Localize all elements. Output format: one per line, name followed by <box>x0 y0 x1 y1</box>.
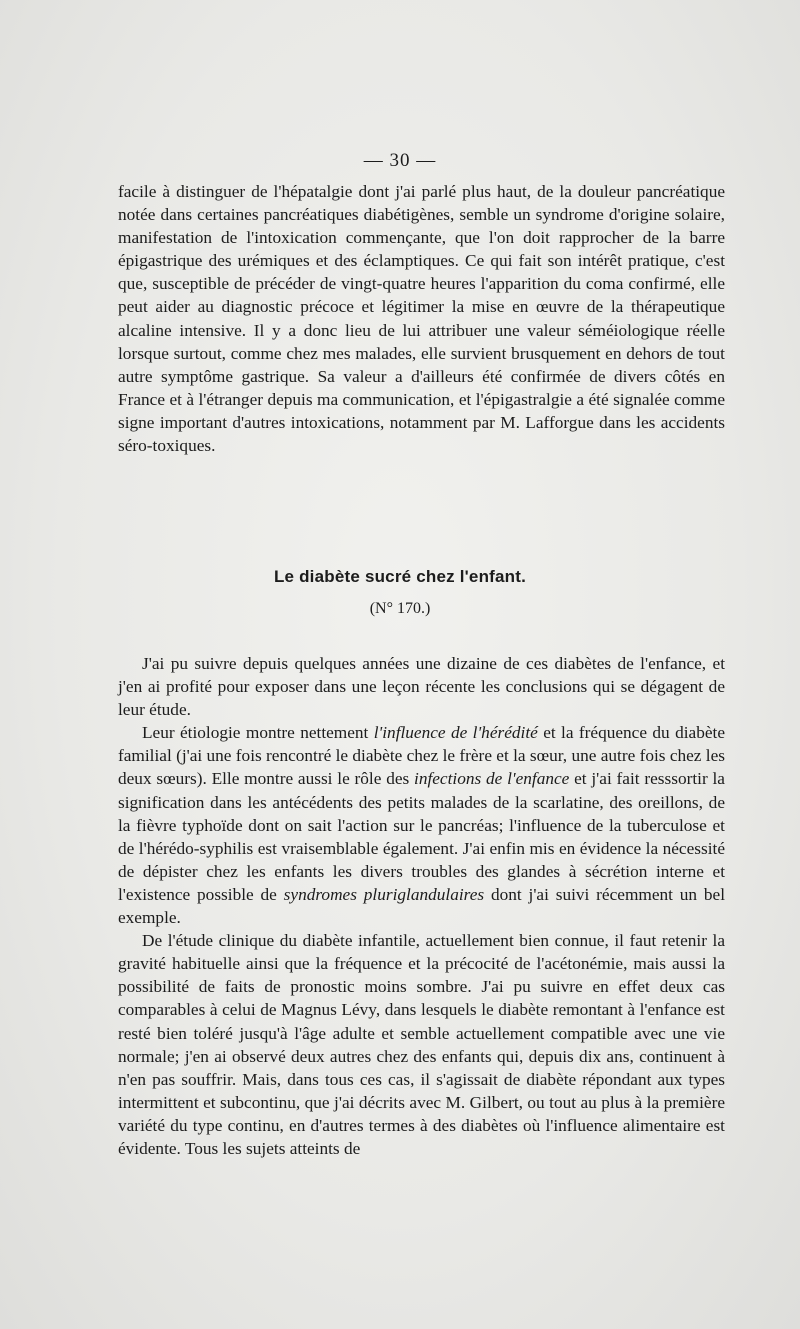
continued-paragraph: facile à distinguer de l'hépatalgie dont j'ai parlé plus haut, de la douleur pancréatique notée dans certaines pancréatiques diabétigènes, semble un syndrome d'origine solaire, manifestation de l'intoxication commençante, que l'on doit rapprocher de la barre épigastrique des urémiques et des éclamptiques. Ce qui fait son intérêt pratique, c'est que, susceptible de précéder de vingt-quatre heures l'apparition du coma confirmé, elle peut aider au diagnostic précoce et légitimer la mise en œuvre de la thérapeutique alcaline intensive. Il y a donc lieu de lui attribuer une valeur séméiologique réelle lorsque surtout, comme chez mes malades, elle survient brusquement en dehors de tout autre symptôme gastrique. Sa valeur a d'ailleurs été confirmée de divers côtés en France et à l'étranger depuis ma communication, et l'épigastralgie a été signalée comme signe important d'autres intoxications, notamment par M. Lafforgue dans les accidents séro-toxiques. <box>118 182 725 456</box>
section-heading: Le diabète sucré chez l'enfant. <box>273 567 527 586</box>
paragraph-2-text-2: et la fréquence du diabète familial (j'ai une fois rencontré le diabète chez le frère et la sœur, une autre fois chez les deux sœurs). Elle montre aussi le rôle des <box>118 723 725 789</box>
paragraph-2-text-1: Leur étiologie montre nettement <box>142 723 374 743</box>
paragraph-3: De l'étude clinique du diabète infantile, actuellement bien connue, il faut retenir la gravité habituelle ainsi que la fréquence et la précocité de l'acétonémie, mais aussi la possibilité de faits de pronostic moins sombre. J'ai pu suivre en effet deux cas comparables à celui de Magnus Lévy, dans lesquels le diabète remontant à l'enfance est resté bien toléré jusqu'à l'âge adulte et semble actuellement compatible avec une vie normale; j'en ai observé deux autres chez des enfants qui, depuis dix ans, continuent à n'en pas souffrir. Mais, dans tous ces cas, il s'agissait de diabète répondant aux types intermittent et subcontinu, que j'ai décrits avec M. Gilbert, ou tout au plus à la première variété du type continu, en d'autres termes à des diabètes où l'influence alimentaire est évidente. Tous les sujets atteints de <box>118 931 725 1158</box>
italic-syndromes: syndromes pluriglandulaires <box>283 884 485 904</box>
continued-text-block <box>118 180 725 457</box>
paragraph-2-text-4: dont j'ai suivi récemment un bel exemple. <box>118 884 726 928</box>
italic-infections: infections de l'enfance <box>414 769 570 789</box>
paragraph-1: J'ai pu suivre depuis quelques années une dizaine de ces diabètes de l'enfance, et j'en ai profité pour exposer dans une leçon récente les conclusions qui se dégagent de leur étude. <box>118 654 725 720</box>
paragraph-2 <box>118 721 725 929</box>
section-body <box>118 652 725 1160</box>
italic-heredity: l'influence de l'hérédité <box>373 723 538 743</box>
page-number: — 30 — <box>363 150 437 171</box>
paragraph-2-text-3: et j'ai fait resssortir la signification dans les antécédents des petits malades de la scarlatine, des oreillons, de la fièvre typhoïde dont on sait l'action sur le pancréas; l'influence de la tuberculose et de l'hérédo-syphilis est vraisemblable également. J'ai enfin mis en évidence la nécessité de dépister chez les enfants les divers troubles des glandes à sécrétion interne et l'existence possible de <box>118 769 725 904</box>
section-reference-number: (N° 170.) <box>369 600 431 617</box>
